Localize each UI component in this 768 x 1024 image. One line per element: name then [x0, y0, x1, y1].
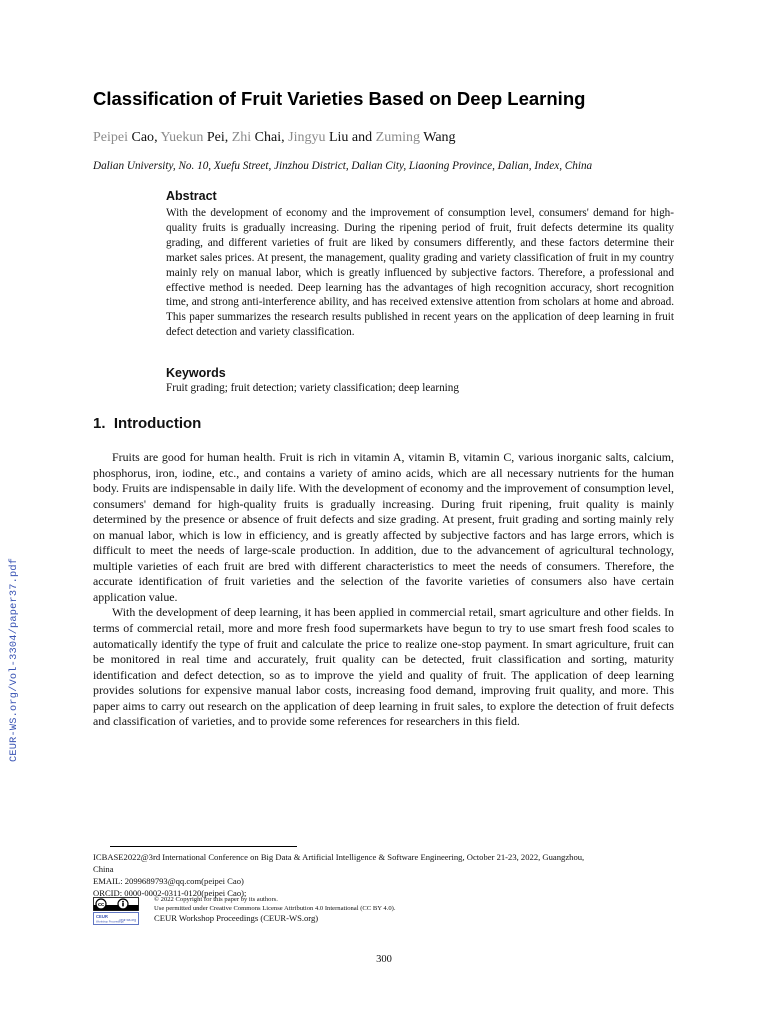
- author-given-name: Zhi: [231, 130, 252, 145]
- footnote-rule: [110, 846, 297, 847]
- author-name: [93, 130, 154, 145]
- footnote-conference: ICBASE2022@3rd International Conference on Big Data & Artificial Intelligence & Software Engineering, October 21-23, 2022, Guangzhou, China: [93, 852, 585, 874]
- license-notice: [154, 896, 395, 913]
- author-separator: and: [348, 130, 376, 145]
- ceur-badge-text: CEUR: [96, 914, 108, 919]
- proceedings-line: CEUR Workshop Proceedings (CEUR-WS.org): [154, 913, 319, 923]
- section-heading-introduction: 1. Introduction: [93, 415, 202, 432]
- author-given-name: Jingyu: [288, 130, 326, 145]
- author-family-name: Chai: [254, 130, 282, 145]
- paper-title: Classification of Fruit Varieties Based on Deep Learning: [93, 88, 586, 109]
- side-url-link[interactable]: CEUR-WS.org/Vol-3304/paper37.pdf: [8, 557, 20, 762]
- page-number: 300: [376, 954, 392, 965]
- author-family-name: Cao: [131, 130, 155, 145]
- author-family-name: Pei: [206, 130, 225, 145]
- cc-badge-text: cc: [97, 902, 105, 908]
- cc-by-license-icon: [93, 897, 139, 925]
- author-family-name: Liu: [328, 130, 349, 145]
- author-name: [232, 130, 281, 145]
- abstract-text: With the development of economy and the improvement of consumption level, consumers' demand for high-quality fruits is gradually increasing. During the ripening period of fruit, fruit defects determine its quality grading, and different varieties of fruit are liked by consumers differently, and these factors determine their market sales prices. At present, the management, quality grading and variety classification of fruit in my country mainly rely on manual labor, which is greatly influenced by subjective factors. Therefore, a professional and effective method is needed. Deep learning has the advantages of high recognition accuracy, short recognition time, and strong anti-interference ability, and has received extensive attention from scholars at home and abroad. This paper summarizes the research results published in recent years on the application of deep learning in fruit defect detection and variety classification.: [166, 207, 674, 339]
- abstract-heading: Abstract: [166, 189, 217, 203]
- author-separator: ,: [154, 130, 161, 145]
- author-name: [288, 130, 348, 145]
- author-name: [161, 130, 225, 145]
- footnote-email: EMAIL: 2099689793@qq.com(peipei Cao): [93, 876, 244, 886]
- footnotes: [93, 851, 603, 899]
- author-separator: ,: [281, 130, 289, 145]
- introduction-body: [93, 450, 674, 730]
- license-line: Use permitted under Creative Commons License Attribution 4.0 International (CC BY 4.0).: [154, 904, 396, 912]
- introduction-paragraph: Fruits are good for human health. Fruit is rich in vitamin A, vitamin B, vitamin C, various inorganic salts, calcium, phosphorus, iron, iodine, etc., and contains a variety of amino acids, which are all necessary nutrients for the human body. Fruits are indispensable in daily life. With the development of economy and the improvement of consumption level, consumers' demand for high-quality fruits is gradually increasing. During fruit ripening, fruit quality is mainly determined by the presence or absence of fruit defects and size grading. At present, fruit grading and sorting mainly rely on manual labor, which is low in efficiency, and is greatly affected by subjective factors and has large errors, which is difficult to meet the needs of large-scale production. In addition, due to the advancement of agricultural technology, multiple varieties of each fruit are bred with different characteristics to meet the needs of consumers. Therefore, the accurate identification of fruit varieties and the selection of the favorite varieties of consumers also have certain application value.: [93, 450, 674, 604]
- ceur-badge-subtext: Workshop Proceedings: [96, 920, 124, 924]
- author-given-name: Peipei: [93, 130, 128, 145]
- author-family-name: Wang: [423, 130, 456, 145]
- keywords-heading: Keywords: [166, 366, 226, 380]
- author-list: [93, 130, 456, 146]
- keywords-text: Fruit grading; fruit detection; variety classification; deep learning: [166, 382, 459, 394]
- copyright-line: © 2022 Copyright for this paper by its authors.: [154, 896, 278, 903]
- author-given-name: Yuekun: [160, 130, 204, 145]
- footnote-orcid: ORCID: 0000-0002-0311-0120(peipei Cao);: [93, 888, 247, 898]
- author-separator: ,: [224, 130, 232, 145]
- affiliation: Dalian University, No. 10, Xuefu Street, Jinzhou District, Dalian City, Liaoning Province, Dalian, Index, China: [93, 160, 593, 172]
- introduction-paragraph: With the development of deep learning, it has been applied in commercial retail, smart agriculture and other fields. In terms of commercial retail, more and more fresh food supermarkets have begun to try to use smart fresh food scales to automatically identify the type of fruit and calculate the price to realize one-stop payment. In smart agriculture, fruit can be monitored in real time and accurately, fruit quality can be detected, fruit classification and sorting, maturity identification and defect detection, so as to improve the yield and quality of fruit. The application of deep learning provides solutions for expensive manual labor costs, increasing food demand, improving fruit quality, and more. This paper aims to carry out research on the application of deep learning in fruit sales, to explore the detection of fruit defects and classification of varieties, and to provide some references for researchers in this field.: [93, 605, 674, 729]
- ceur-badge-url: ceur-ws.org: [119, 918, 136, 922]
- author-given-name: Zuming: [375, 130, 420, 145]
- author-name: [376, 130, 456, 145]
